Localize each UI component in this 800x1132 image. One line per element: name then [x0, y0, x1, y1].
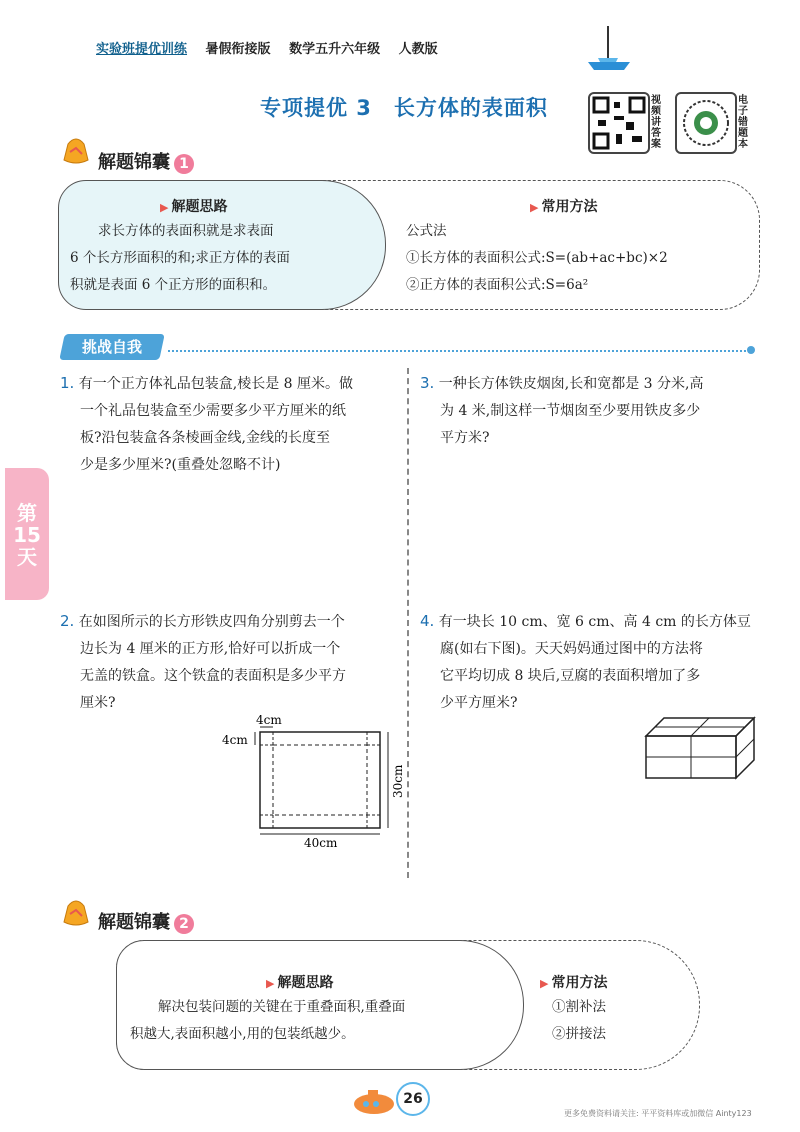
wrongbook-qr-code[interactable]: [675, 92, 737, 154]
day-tab: [5, 468, 49, 600]
outer-rectangle: [260, 732, 380, 828]
figure-left-label: 4cm: [222, 733, 248, 747]
section1-left-text: [70, 218, 370, 299]
question-line: 腐(如右下图)。天天妈妈通过图中的方法将: [440, 641, 703, 657]
sheet-metal-figure: [220, 712, 410, 852]
challenge-divider: [168, 350, 750, 352]
section2-right-line: ①割补法: [552, 999, 606, 1015]
section2-badge: 2: [174, 914, 194, 934]
question-line: 板?沿包装盒各条棱画金线,金线的长度至: [80, 430, 330, 446]
question-number: 1.: [60, 374, 75, 392]
section2-left-title: ▶ 解题思路: [266, 975, 334, 991]
figure-right-label: 30cm: [391, 764, 405, 798]
section1-heading: [98, 148, 194, 174]
question-line: 少平方厘米?: [440, 695, 518, 711]
section2-left-line: 积越大,表面积越小,用的包装纸越少。: [130, 1026, 355, 1042]
divider-dot: [747, 346, 755, 354]
page-title: 专项提优 3 长方体的表面积: [260, 96, 548, 120]
question-line: 在如图所示的长方形铁皮四角分别剪去一个: [78, 614, 345, 630]
question-line: 为 4 米,制这样一节烟囱至少要用铁皮多少: [440, 403, 701, 419]
question-2: [60, 608, 398, 717]
question-line: 有一个正方体礼品包装盒,棱长是 8 厘米。做: [78, 376, 354, 392]
question-3: [420, 370, 760, 452]
section1-right-line: ①长方体的表面积公式:S=(ab+ac+bc)×2: [406, 250, 668, 266]
section2-heading-text: 解题锦囊: [98, 912, 170, 933]
page-number: 26: [396, 1082, 430, 1116]
question-number: 3.: [420, 374, 435, 392]
question-line: 无盖的铁盒。这个铁盒的表面积是多少平方: [80, 668, 346, 684]
section1-right-text: [406, 218, 746, 299]
section2-left-line: 解决包装问题的关键在于重叠面积,重叠面: [158, 999, 406, 1015]
question-line: 厘米?: [80, 695, 116, 711]
video-qr-label: 视频讲答案: [651, 95, 661, 150]
figure-bottom-label: 40cm: [304, 836, 338, 850]
section1-right-title: ▶ 常用方法: [530, 199, 598, 215]
challenge-banner: 挑战自我: [59, 334, 165, 360]
book-grade: 数学五升六年级: [289, 42, 381, 57]
section2-right-line: ②拼接法: [552, 1026, 606, 1042]
running-header: [96, 38, 452, 57]
money-bag-icon: [58, 130, 94, 166]
book-publisher: 人教版: [398, 42, 438, 57]
question-line: 少是多少厘米?(重叠处忽略不计): [80, 457, 281, 473]
day-tab-text: 第15天: [13, 501, 41, 569]
video-qr-code[interactable]: [588, 92, 650, 154]
section1-left-title: ▶ 解题思路: [160, 199, 228, 215]
question-number: 2.: [60, 612, 75, 630]
section1-left-line: 积就是表面 6 个正方形的面积和。: [70, 277, 277, 293]
question-number: 4.: [420, 612, 435, 630]
question-line: 它平均切成 8 块后,豆腐的表面积增加了多: [440, 668, 701, 684]
question-line: 平方米?: [440, 430, 490, 446]
question-1: [60, 370, 398, 479]
book-edition: 暑假衔接版: [205, 42, 271, 57]
money-bag-icon: [58, 892, 94, 928]
wrongbook-qr-label: 电子错题本: [738, 95, 748, 150]
question-4: [420, 608, 760, 717]
section1-right-line: 公式法: [406, 223, 447, 239]
question-line: 一个礼品包装盒至少需要多少平方厘米的纸: [80, 403, 346, 419]
section1-right-line: ②正方体的表面积公式:S=6a²: [406, 277, 589, 293]
section2-left-text: [130, 994, 510, 1048]
section2-heading: [98, 908, 194, 934]
section1-left-line: 6 个长方形面积的和;求正方体的表面: [70, 250, 290, 266]
fold-lines: [273, 745, 367, 815]
question-line: 边长为 4 厘米的正方形,恰好可以折成一个: [80, 641, 341, 657]
submarine-icon: [350, 1082, 398, 1118]
question-line: 一种长方体铁皮烟囱,长和宽都是 3 分米,高: [438, 376, 704, 392]
section1-heading-text: 解题锦囊: [98, 152, 170, 173]
section1-badge: 1: [174, 154, 194, 174]
section2-right-text: [552, 994, 606, 1048]
footer-note: 更多免费资料请关注: 平平资料库或加微信 Ainty123: [564, 1109, 752, 1118]
book-brand: 实验班提优训练: [96, 42, 188, 57]
question-line: 有一块长 10 cm、宽 6 cm、高 4 cm 的长方体豆: [438, 614, 751, 630]
section2-right-title: ▶ 常用方法: [540, 975, 608, 991]
figure-top-label: 4cm: [256, 713, 282, 727]
section1-left-line: 求长方体的表面积就是求表面: [98, 223, 274, 239]
boat-icon: [584, 22, 634, 72]
tofu-figure: [640, 712, 760, 782]
